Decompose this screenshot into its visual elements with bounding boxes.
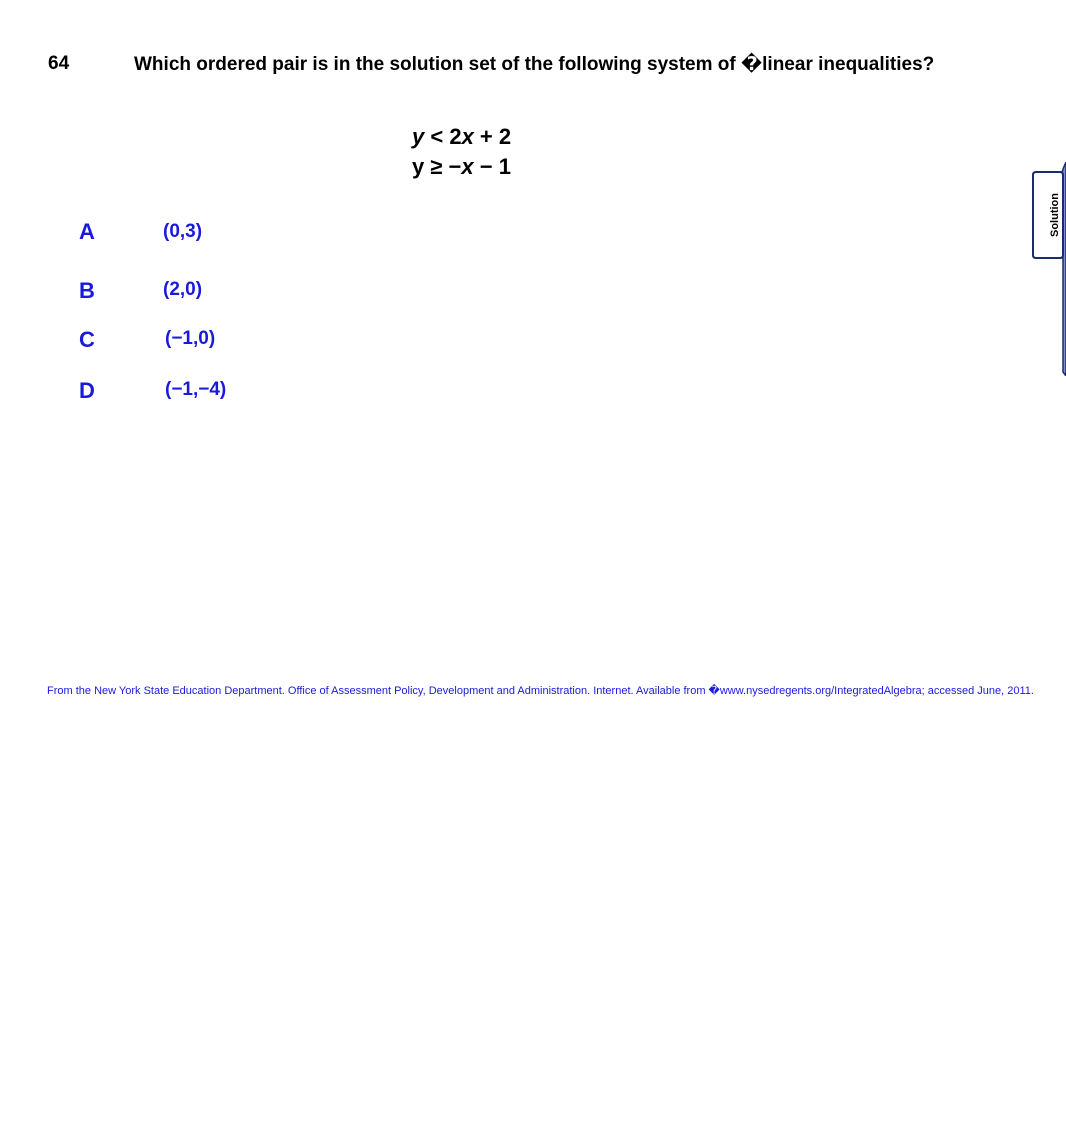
choice-c-letter[interactable]: C <box>79 327 95 352</box>
inequality-system <box>412 122 511 182</box>
inequality-1-op: < 2 <box>424 124 462 149</box>
choice-b-letter[interactable]: B <box>79 278 95 303</box>
inequality-1 <box>412 122 511 152</box>
inequality-2-const: − 1 <box>473 154 511 179</box>
choice-b-value[interactable]: (2,0) <box>163 279 203 300</box>
choice-d-letter[interactable]: D <box>79 378 95 403</box>
choice-a-letter[interactable]: A <box>79 219 95 244</box>
solution-tab-label[interactable]: Solution <box>1049 193 1061 237</box>
question-text: Which ordered pair is in the solution set of the following system of �linear inequalities? <box>134 54 935 75</box>
choice-c-value[interactable]: (−1,0) <box>165 328 216 349</box>
source-citation: From the New York State Education Department. Office of Assessment Policy, Development and Administration. Internet. Available from �www.nysedregents.org/IntegratedAlgebra; accessed June, 2011. <box>47 685 1034 697</box>
choice-a-value[interactable]: (0,3) <box>163 221 203 242</box>
inequality-1-var-y: y <box>412 124 425 149</box>
choice-d-value[interactable]: (−1,−4) <box>165 379 227 400</box>
question-number: 64 <box>48 53 70 74</box>
inequality-1-var-x: x <box>461 124 474 149</box>
inequality-2-var-x: x <box>461 154 474 179</box>
inequality-2 <box>412 152 511 182</box>
inequality-2-lhs: y ≥ − <box>412 154 462 179</box>
inequality-1-const: + 2 <box>473 124 512 149</box>
